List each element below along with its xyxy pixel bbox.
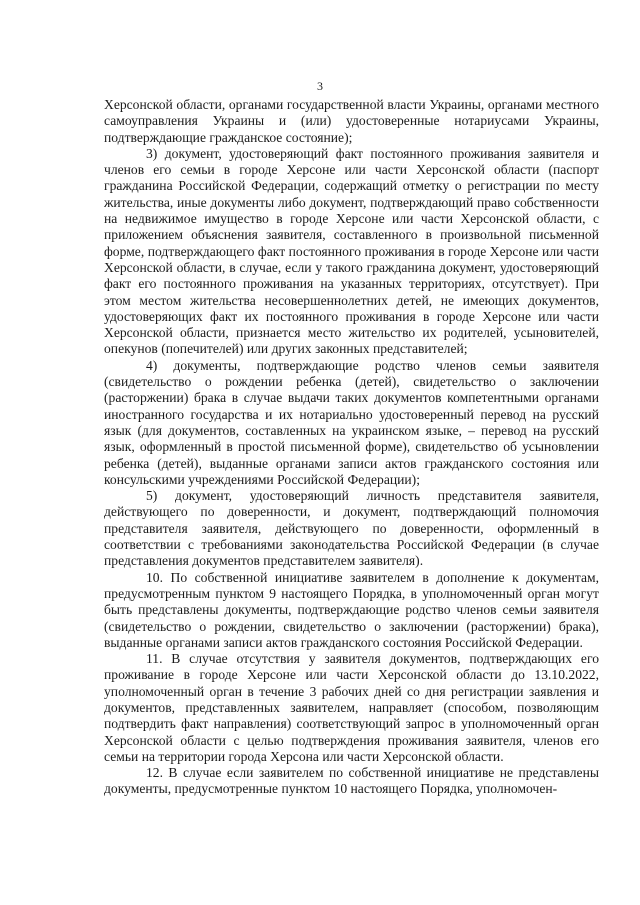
paragraph-clause-10: 10. По собственной инициативе заявителем в дополнение к документам, предусмотренным пунктом 9 настоящего Порядка, в уполномоченный орган могут быть представлены документы, подтверждающие родство членов семьи заявителя (свидетельство о рождении, свидетельство о заключении (расторжении) брака), выданные органами записи актов гражданского состояния Российской Федерации. [104, 569, 599, 650]
paragraph-item-4: 4) документы, подтверждающие родство членов семьи заявителя (свидетельство о рождении ребенка (детей), свидетельство о заключении (расторжении) брака в случае выдачи таких документов компетентными органами иностранного государства и их нотариально удостоверенный перевод на русский язык (для документов, составленных на украинском языке, – перевод на русский язык, оформленный в простой письменной форме), свидетельство об усыновлении ребенка (детей), выданные органами записи актов гражданского состояния или консульскими учреждениями Российской Федерации); [104, 357, 599, 487]
paragraph-item-3: 3) документ, удостоверяющий факт постоянного проживания заявителя и членов его семьи в городе Херсоне или части Херсонской области (паспорт гражданина Российской Федерации, содержащий отметку о регистрации по месту жительства, иные документы либо документ, подтверждающий право собственности на недвижимое имущество в городе Херсоне или части Херсонской области, с приложением объяснения заявителя, составленного в произвольной письменной форме, подтверждающего факт постоянного проживания в городе Херсоне или части Херсонской области, в случае, если у такого гражданина документ, удостоверяющий факт его постоянного проживания на указанных территориях, отсутствует). При этом местом жительства несовершеннолетних детей, не имеющих документов, удостоверяющих факт их постоянного проживания в городе Херсоне или части Херсонской области, признается место жительство их родителей, усыновителей, опекунов (попечителей) или других законных представителей; [104, 145, 599, 357]
paragraph-clause-11: 11. В случае отсутствия у заявителя документов, подтверждающих его проживание в городе Херсоне или части Херсонской области до 13.10.2022, уполномоченный орган в течение 3 рабочих дней со дня регистрации заявления и документов, представленных заявителем, направляет (способом, позволяющим подтвердить факт направления) соответствующий запрос в уполномоченный орган Херсонской области с целью подтверждения проживания заявителя, членов его семьи на территории города Херсона или части Херсонской области. [104, 651, 599, 764]
paragraph-continuation: Херсонской области, органами государственной власти Украины, органами местного самоуправления Украины и (или) удостоверенные нотариусами Украины, подтверждающие гражданское состояние); [104, 97, 599, 145]
paragraph-clause-12: 12. В случае если заявителем по собственной инициативе не представлены документы, предусмотренные пунктом 10 настоящего Порядка, уполномочен- [104, 765, 599, 797]
paragraph-item-5: 5) документ, удостоверяющий личность представителя заявителя, действующего по доверенности, и документ, подтверждающий полномочия представителя заявителя, действующего по доверенности, оформленный в соответствии с требованиями законодательства Российской Федерации (в случае представления документов представителем заявителя). [104, 488, 599, 569]
page-number: 3 [317, 79, 323, 93]
document-body [104, 97, 599, 798]
